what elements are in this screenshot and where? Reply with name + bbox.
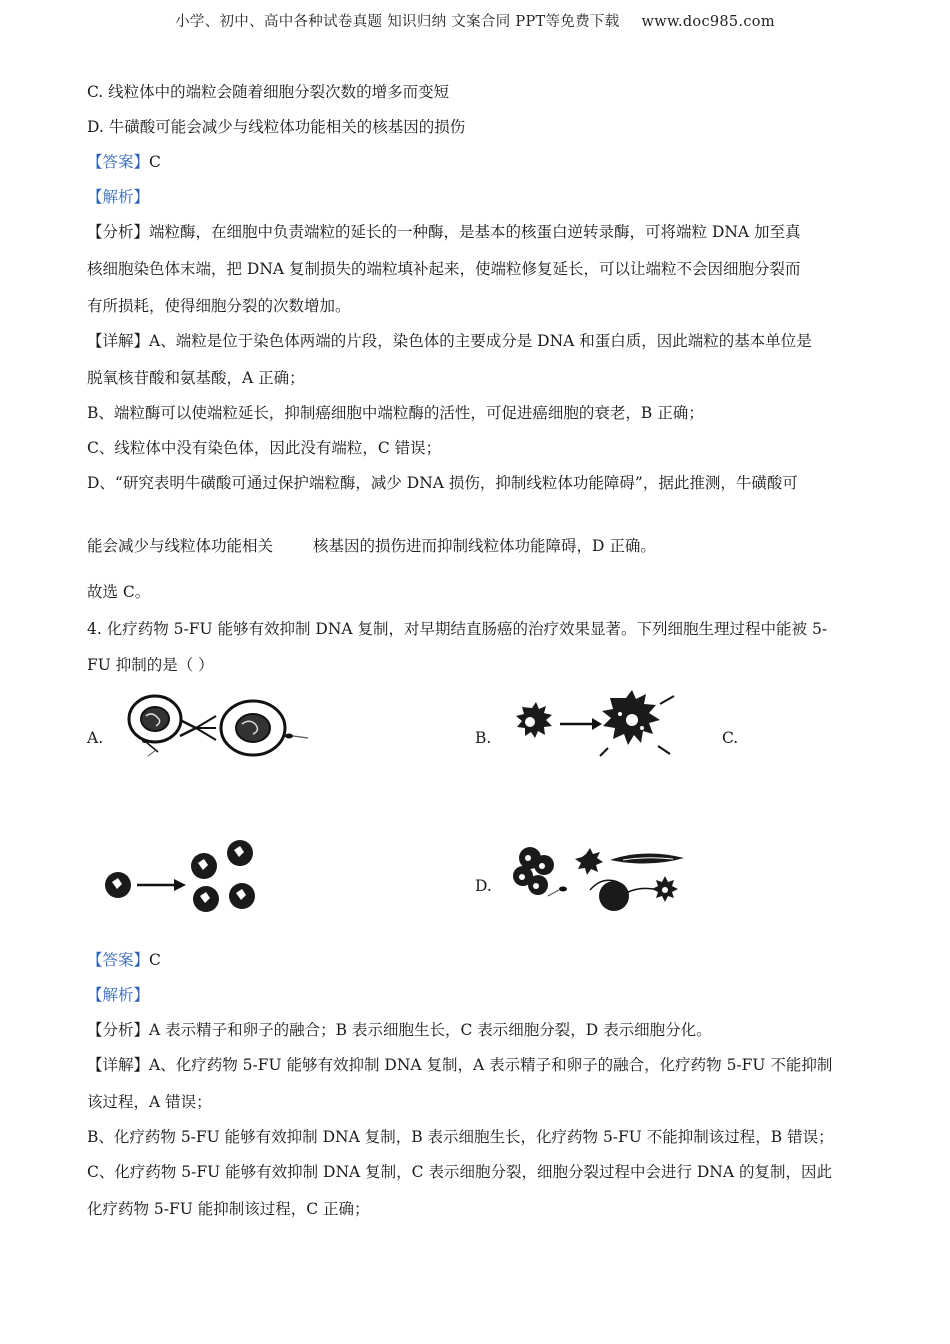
q4-detail-c-line-2: 化疗药物 5-FU 能抑制该过程，C 正确； — [87, 1200, 370, 1218]
prev-option-d: D. 牛磺酸可能会减少与线粒体功能相关的核基因的损伤 — [87, 118, 466, 136]
q4-option-d-label[interactable]: D. — [475, 877, 492, 895]
q4-option-b-figure — [508, 688, 678, 760]
prev-detail-b: B、端粒酶可以使端粒延长，抑制癌细胞中端粒酶的活性，可促进癌细胞的衰老，B 正确； — [87, 404, 704, 422]
prev-detail-c: C、线粒体中没有染色体，因此没有端粒，C 错误； — [87, 439, 442, 457]
detail-text: A、端粒是位于染色体两端的片段，染色体的主要成分是 DNA 和蛋白质，因此端粒的基本单位是 — [149, 332, 812, 350]
prev-fenxi-line-1 — [87, 222, 867, 242]
prev-option-c: C. 线粒体中的端粒会随着细胞分裂次数的增多而变短 — [87, 83, 450, 101]
prev-conclusion: 故选 C。 — [87, 583, 151, 601]
q4-analysis-tag-text: 【解析】 — [87, 986, 150, 1004]
analysis-tag: 【解析】 — [87, 188, 150, 206]
prev-fenxi-line-2: 核细胞染色体末端，把 DNA 复制损失的端粒填补起来，使端粒修复延长，可以让端粒不会因细胞分裂而 — [87, 260, 801, 278]
fenxi-text: 端粒酶，在细胞中负责端粒的延长的一种酶，是基本的核蛋白逆转录酶，可将端粒 DNA 加至真 — [149, 223, 801, 241]
q4-stem-line-1: 4. 化疗药物 5-FU 能够有效抑制 DNA 复制，对早期结直肠癌的治疗效果显著。下列细胞生理过程中能被 5- — [87, 620, 828, 638]
q4-detail-c-line-1: C、化疗药物 5-FU 能够有效抑制 DNA 复制，C 表示细胞分裂，细胞分裂过程中会进行 DNA 的复制，因此 — [87, 1163, 832, 1181]
detail-tag: 【详解】 — [87, 332, 150, 350]
q4-detail-tag: 【详解】 — [87, 1056, 150, 1074]
prev-detail-a-line-2: 脱氧核苷酸和氨基酸，A 正确； — [87, 369, 305, 387]
q4-detail-a-line-1 — [87, 1055, 867, 1075]
answer-value: C — [149, 153, 161, 171]
header-site-text: 小学、初中、高中各种试卷真题 知识归纳 文案合同 PPT等免费下载 — [175, 14, 620, 30]
q4-answer-value: C — [149, 951, 161, 969]
q4-answer-tag: 【答案】 — [87, 951, 150, 969]
sperm-d — [559, 887, 567, 892]
q4-option-d-figure — [508, 840, 688, 920]
q4-option-c-figure — [100, 836, 260, 916]
egg-cell-d — [599, 881, 629, 911]
egg-nucleus-2 — [236, 714, 270, 742]
prev-detail-d-line-2 — [87, 536, 867, 556]
detail-d2-part-b: 核基因的损伤进而抑制线粒体功能障碍，D 正确。 — [313, 537, 656, 555]
q4-fenxi — [87, 1020, 867, 1040]
q4-detail-b: B、化疗药物 5-FU 能够有效抑制 DNA 复制，B 表示细胞生长，化疗药物 5-FU 不能抑制该过程，B 错误； — [87, 1128, 834, 1146]
fenxi-tag: 【分析】 — [87, 223, 150, 241]
q4-option-b-label[interactable]: B. — [475, 729, 492, 747]
page-header — [0, 10, 950, 31]
detail-d2-part-a: 能会减少与线粒体功能相关 — [87, 537, 274, 555]
egg-nucleus-1 — [141, 707, 169, 731]
q4-fenxi-tag: 【分析】 — [87, 1021, 150, 1039]
q4-answer — [87, 950, 867, 970]
prev-fenxi-line-3: 有所损耗，使得细胞分裂的次数增加。 — [87, 297, 351, 315]
sperm-tail-1 — [146, 742, 158, 752]
answer-tag: 【答案】 — [87, 153, 150, 171]
q4-stem-line-2: FU 抑制的是（ ） — [87, 656, 214, 674]
header-url[interactable]: www.doc985.com — [641, 14, 775, 30]
prev-detail-a-line-1 — [87, 331, 867, 351]
q4-option-c-label[interactable]: C. — [722, 729, 739, 747]
sperm-head-2 — [285, 734, 293, 739]
q4-detail-a-text: A、化疗药物 5-FU 能够有效抑制 DNA 复制，A 表示精子和卵子的融合，化疗药物 5-FU 不能抑制 — [149, 1056, 833, 1074]
prev-analysis-tag — [87, 187, 867, 207]
q4-option-a-label[interactable]: A. — [87, 729, 104, 747]
q4-analysis-tag — [87, 985, 867, 1005]
neuron-d — [575, 848, 603, 875]
q4-fenxi-text: A 表示精子和卵子的融合；B 表示细胞生长，C 表示细胞分裂，D 表示细胞分化。 — [149, 1021, 712, 1039]
arrow-chevron — [180, 720, 196, 736]
q4-option-a-figure — [118, 690, 313, 762]
q4-detail-a-line-2: 该过程，A 错误； — [87, 1093, 212, 1111]
prev-detail-d-line-1: D、“研究表明牛磺酸可通过保护端粒酶，减少 DNA 损伤，抑制线粒体功能障碍”，据此推测，牛磺酸可 — [87, 474, 798, 492]
prev-answer — [87, 152, 867, 172]
